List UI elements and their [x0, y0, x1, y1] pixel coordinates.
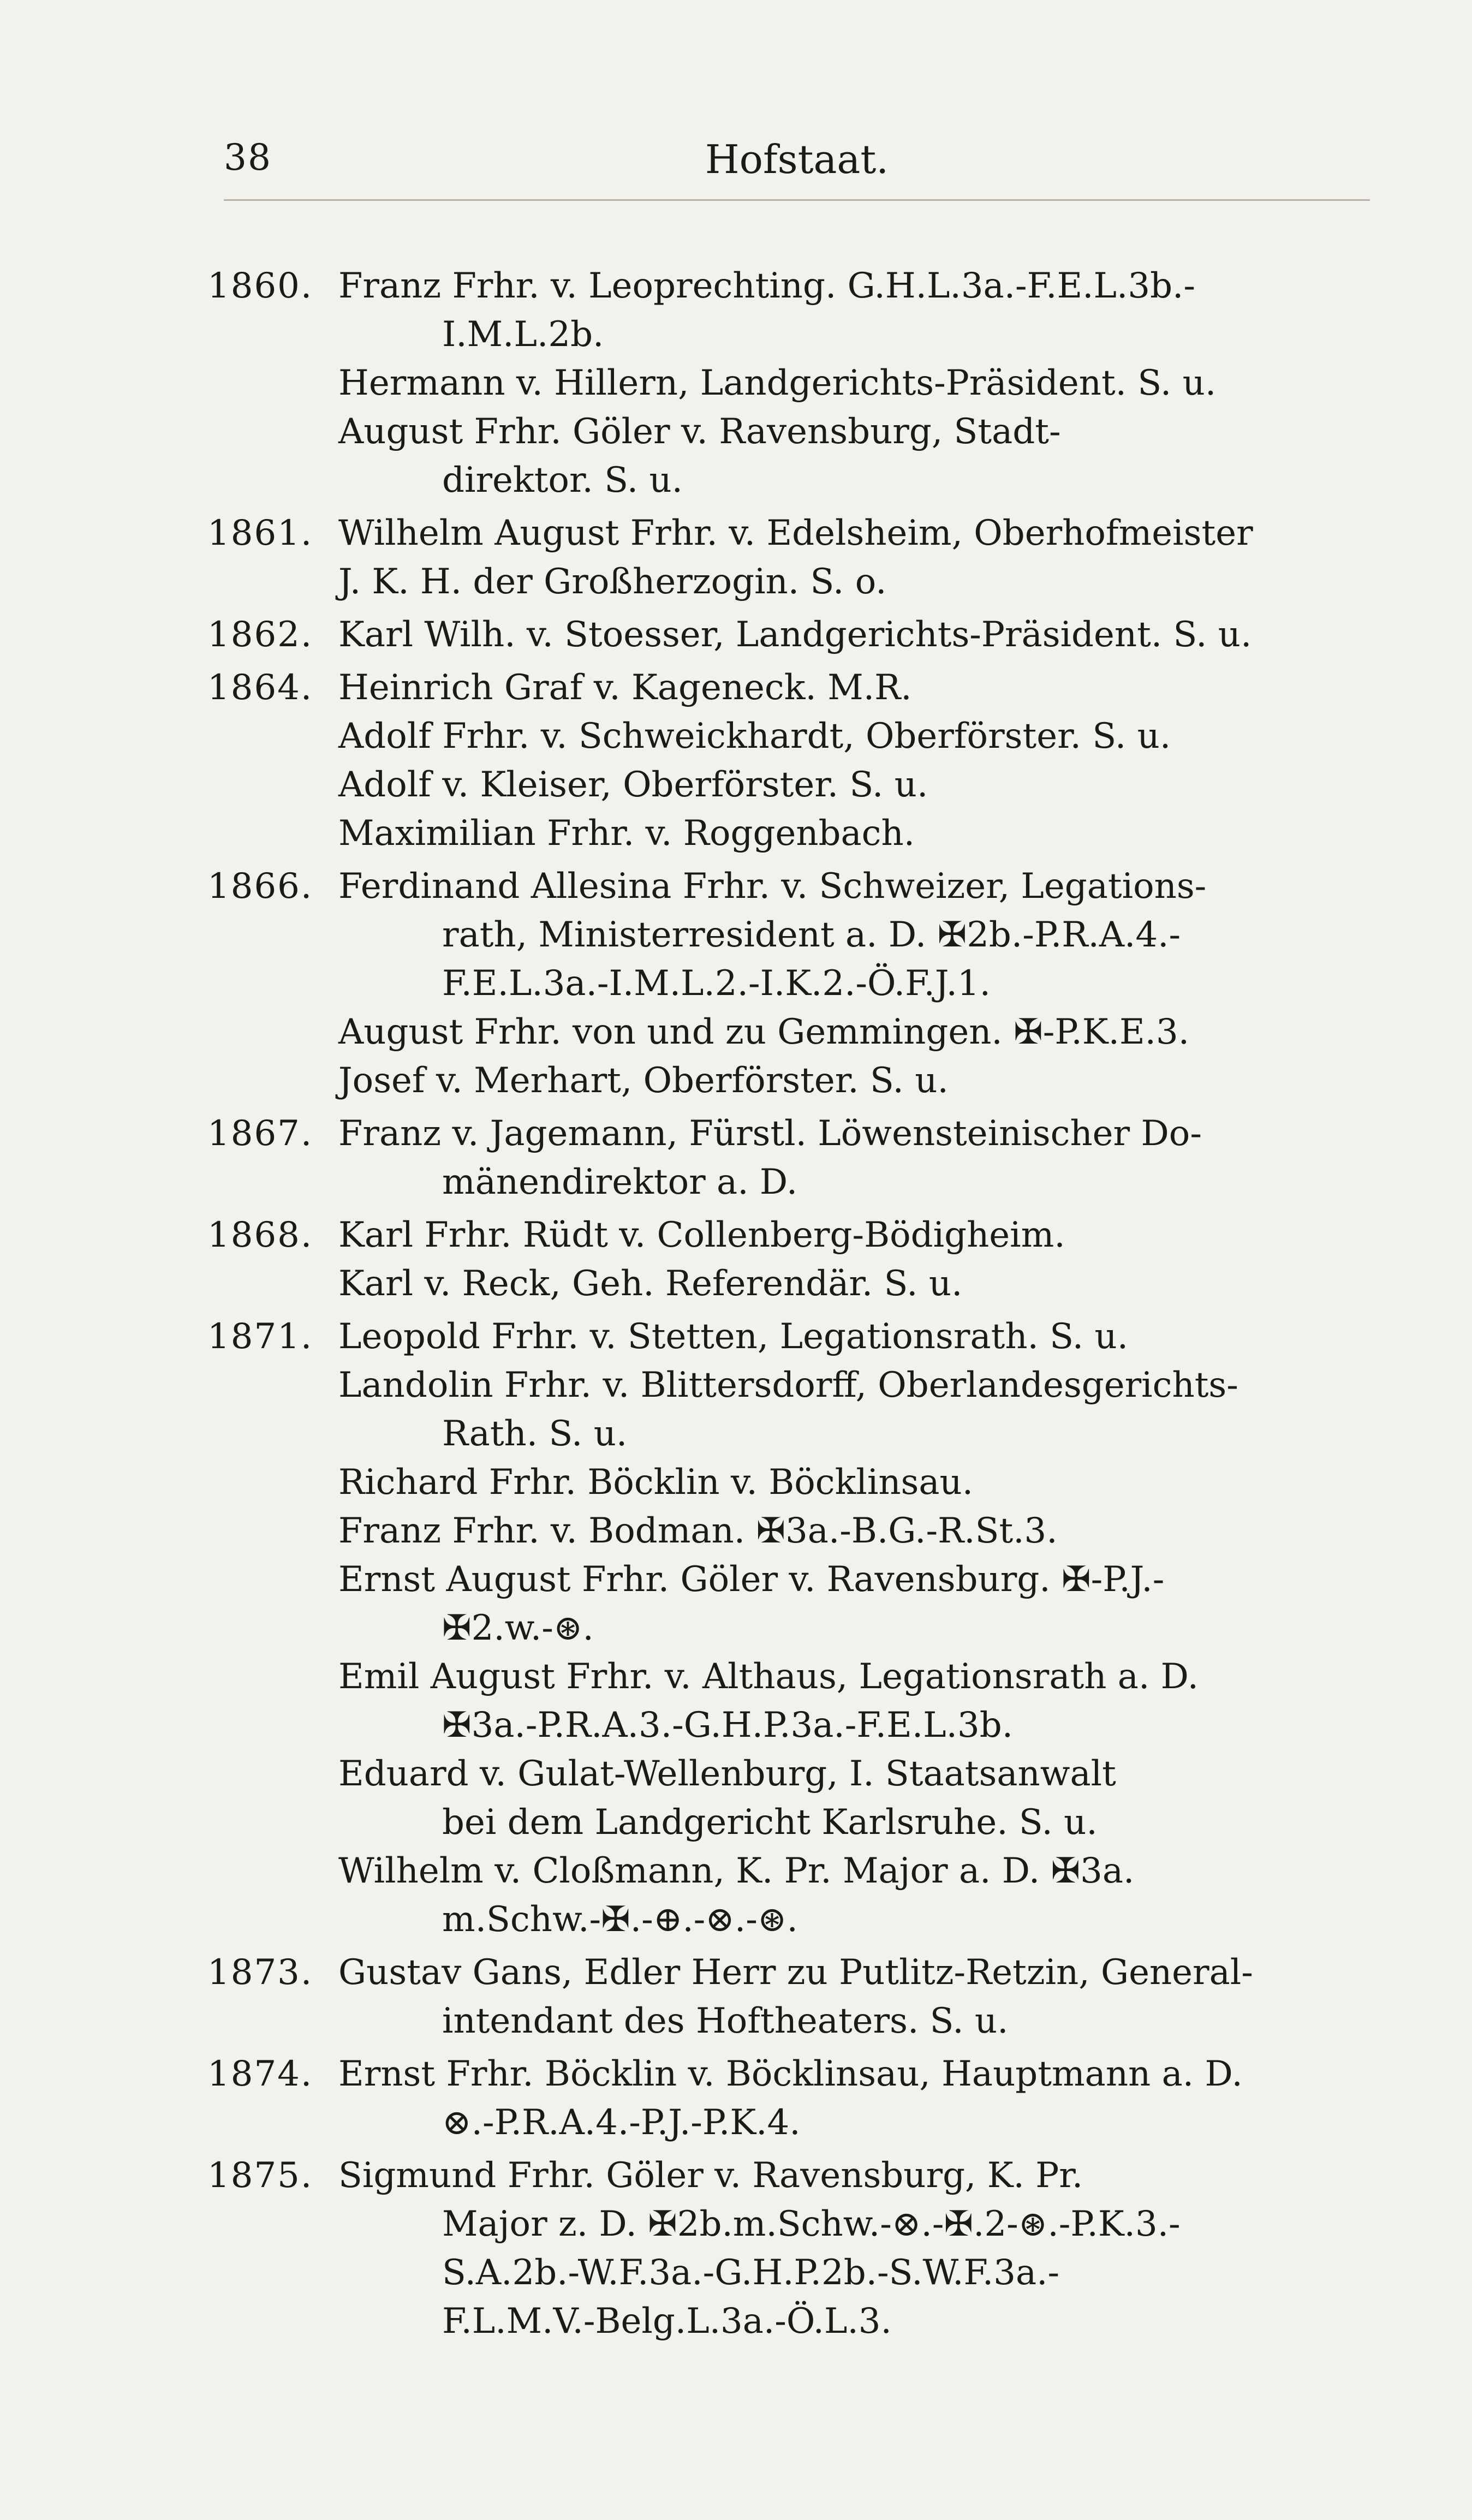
entry-line: August Frhr. von und zu Gemmingen. ✠-P.K.E.3.: [338, 1012, 1190, 1052]
entry-line: Major z. D. ✠2b.m.Schw.-⊗.-✠.2-⊛.-P.K.3.-: [442, 2204, 1181, 2244]
entry-line: bei dem Landgericht Karlsruhe. S. u.: [442, 1802, 1098, 1843]
entry-line: Richard Frhr. Böcklin v. Böcklinsau.: [338, 1462, 974, 1503]
entry-line: I.M.L.2b.: [442, 314, 604, 355]
entry-line: Leopold Frhr. v. Stetten, Legationsrath. S. u.: [338, 1316, 1129, 1357]
entry-line: ✠2.w.-⊛.: [442, 1608, 594, 1648]
entry-line: Adolf v. Kleiser, Oberförster. S. u.: [338, 765, 928, 805]
entry-year: 1864.: [207, 668, 313, 708]
entry-year: 1867.: [207, 1113, 313, 1154]
entry-year: 1862.: [207, 615, 313, 655]
entry-text: [338, 2152, 1354, 2346]
entry-line: Ferdinand Allesina Frhr. v. Schweizer, Legations-: [338, 866, 1207, 907]
entry-line: S.A.2b.-W.F.3a.-G.H.P.2b.-S.W.F.3a.-: [442, 2253, 1060, 2293]
entry-year: 1860.: [207, 266, 313, 306]
entry: [207, 611, 1354, 659]
entry: [207, 2152, 1354, 2346]
entry-line: Karl Wilh. v. Stoesser, Landgerichts-Präsident. S. u.: [338, 615, 1252, 655]
entry: [207, 1211, 1354, 1308]
entry-line: Wilhelm v. Cloßmann, K. Pr. Major a. D. ✠3a.: [338, 1851, 1135, 1891]
page-header: [224, 136, 1370, 196]
entry-year: 1871.: [207, 1316, 313, 1357]
entry-line: Franz Frhr. v. Bodman. ✠3a.-B.G.-R.St.3.: [338, 1511, 1058, 1551]
entry-line: Adolf Frhr. v. Schweickhardt, Oberförster. S. u.: [338, 716, 1171, 756]
entry-line: Landolin Frhr. v. Blittersdorff, Oberlandesgerichts-: [338, 1365, 1238, 1405]
entry: [207, 664, 1354, 858]
entry-line: Maximilian Frhr. v. Roggenbach.: [338, 813, 915, 854]
entry-year: 1866.: [207, 866, 313, 907]
entry-line: Heinrich Graf v. Kageneck. M.R.: [338, 668, 912, 708]
entry-line: Emil August Frhr. v. Althaus, Legationsrath a. D.: [338, 1657, 1199, 1697]
entry-line: Karl v. Reck, Geh. Referendär. S. u.: [338, 1264, 963, 1304]
entry-line: intendant des Hoftheaters. S. u.: [442, 2001, 1009, 2041]
entry-text: [338, 2050, 1354, 2147]
entry-line: Rath. S. u.: [442, 1414, 628, 1454]
entry-text: [338, 611, 1354, 659]
entry-line: Sigmund Frhr. Göler v. Ravensburg, K. Pr.: [338, 2155, 1083, 2196]
entry-year: 1873.: [207, 1952, 313, 1993]
page-number: 38: [224, 136, 272, 178]
entry-line: ✠3a.-P.R.A.3.-G.H.P.3a.-F.E.L.3b.: [442, 1705, 1014, 1745]
entry-line: Karl Frhr. Rüdt v. Collenberg-Bödigheim.: [338, 1215, 1065, 1255]
entry-line: m.Schw.-✠.-⊕.-⊗.-⊛.: [442, 1899, 798, 1940]
entry-list: [207, 262, 1354, 2350]
entry-text: [338, 1313, 1354, 1944]
header-divider: [224, 199, 1370, 201]
entry-text: [338, 1949, 1354, 2046]
entry-year: 1868.: [207, 1215, 313, 1255]
entry-line: mänendirektor a. D.: [442, 1162, 798, 1202]
entry-line: Wilhelm August Frhr. v. Edelsheim, Oberhofmeister: [338, 513, 1253, 553]
entry-text: [338, 862, 1354, 1105]
entry-line: Franz Frhr. v. Leoprechting. G.H.L.3a.-F.E.L.3b.-: [338, 266, 1195, 306]
entry-line: Ernst Frhr. Böcklin v. Böcklinsau, Hauptmann a. D.: [338, 2054, 1243, 2094]
entry-year: 1874.: [207, 2054, 313, 2094]
entry: [207, 509, 1354, 606]
entry-line: Franz v. Jagemann, Fürstl. Löwensteinischer Do-: [338, 1113, 1202, 1154]
entry-line: F.E.L.3a.-I.M.L.2.-I.K.2.-Ö.F.J.1.: [442, 963, 991, 1004]
entry: [207, 2050, 1354, 2147]
entry-text: [338, 1110, 1354, 1207]
entry-line: direktor. S. u.: [442, 460, 683, 501]
entry-line: F.L.M.V.-Belg.L.3a.-Ö.L.3.: [442, 2301, 892, 2342]
entry-text: [338, 509, 1354, 606]
entry-line: August Frhr. Göler v. Ravensburg, Stadt-: [338, 412, 1061, 452]
entry: [207, 1313, 1354, 1944]
entry-line: Hermann v. Hillern, Landgerichts-Präsident. S. u.: [338, 363, 1217, 403]
entry: [207, 1110, 1354, 1207]
entry-text: [338, 262, 1354, 505]
entry-year: 1861.: [207, 513, 313, 553]
entry-line: Gustav Gans, Edler Herr zu Putlitz-Retzin, General-: [338, 1952, 1253, 1993]
entry-line: Josef v. Merhart, Oberförster. S. u.: [338, 1061, 949, 1101]
entry-line: Ernst August Frhr. Göler v. Ravensburg. ✠-P.J.-: [338, 1559, 1165, 1600]
entry-line: J. K. H. der Großherzogin. S. o.: [338, 562, 887, 602]
entry-line: rath, Ministerresident a. D. ✠2b.-P.R.A.4.-: [442, 915, 1181, 955]
running-title: Hofstaat.: [705, 136, 889, 182]
entry: [207, 1949, 1354, 2046]
entry: [207, 262, 1354, 505]
entry-line: Eduard v. Gulat-Wellenburg, I. Staatsanwalt: [338, 1754, 1116, 1794]
entry: [207, 862, 1354, 1105]
entry-line: ⊗.-P.R.A.4.-P.J.-P.K.4.: [442, 2102, 801, 2143]
entry-year: 1875.: [207, 2155, 313, 2196]
entry-text: [338, 1211, 1354, 1308]
entry-text: [338, 664, 1354, 858]
